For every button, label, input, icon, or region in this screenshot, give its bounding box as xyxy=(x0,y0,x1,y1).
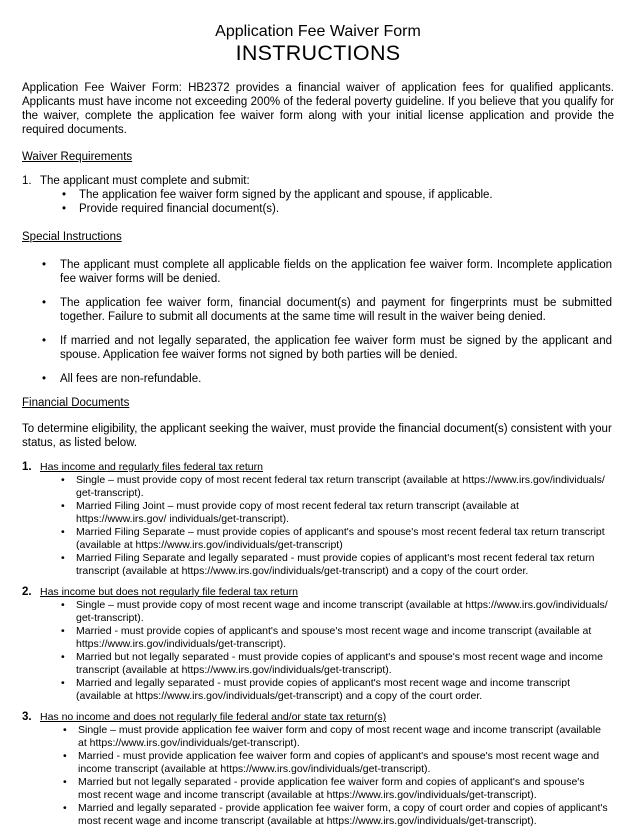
instructions-heading: INSTRUCTIONS xyxy=(235,41,401,65)
group-number: 3. xyxy=(22,711,32,723)
list-item: • Provide required financial document(s). xyxy=(22,202,614,216)
list-item: • Married and legally separated - provide application fee waiver form, a copy of court order and copies of applicant's most recent wage and income transcript (available at https://www.irs.gov/individuals/get-transcript). xyxy=(22,802,614,827)
group-bullets xyxy=(22,724,614,827)
list-item: • The applicant must complete all applicable fields on the application fee waiver form. Incomplete application fee waiver forms will be denied. xyxy=(22,258,614,286)
form-title: Application Fee Waiver Form xyxy=(215,23,421,40)
waiver-requirements-section xyxy=(22,174,614,216)
list-item: • If married and not legally separated, the application fee waiver form must be signed by the applicant and spouse. Application fee waiver forms not signed by both parties will be denied. xyxy=(22,334,614,362)
list-item: • All fees are non-refundable. xyxy=(22,372,614,386)
special-instructions-list xyxy=(22,258,614,386)
group-title: Has income but does not regularly file federal tax return xyxy=(40,586,298,598)
list-item: • Married - must provide copies of applicant's and spouse's most recent wage and income transcript (available at https://www.irs.gov/individuals/get-transcript). xyxy=(22,625,614,650)
financial-documents-heading: Financial Documents xyxy=(22,397,130,409)
list-item: • Single – must provide copy of most recent wage and income transcript (available at https://www.irs.gov/individuals/ get-transcript). xyxy=(22,599,614,624)
requirement-number: 1. xyxy=(22,175,32,187)
requirement-bullets xyxy=(22,188,614,216)
waiver-requirements-heading: Waiver Requirements xyxy=(22,151,133,163)
financial-group-1 xyxy=(22,460,614,577)
list-item: • The application fee waiver form, financial document(s) and payment for fingerprints must be submitted together. Failure to submit all documents at the same time will result in the waiver being denied. xyxy=(22,296,614,324)
list-item: • Married and legally separated - must provide copies of applicant's most recent wage and income transcript (available at https://www.irs.gov/individuals/get-transcript) and a copy of the court order. xyxy=(22,677,614,702)
list-item: • Married Filing Joint – must provide copy of most recent federal tax return transcript (available at https://www.irs.gov/ individuals/get-transcript). xyxy=(22,500,614,525)
group-title: Has no income and does not regularly file federal and/or state tax return(s) xyxy=(40,711,387,723)
intro-paragraph: Application Fee Waiver Form: HB2372 provides a financial waiver of application fees for qualified applicants. Applicants must have income not exceeding 200% of the federal poverty guideline. If you believe that you qualify for the waiver, complete the application fee waiver form along with your initial license application and provide the required documents. xyxy=(22,82,614,136)
list-item: • Single – must provide application fee waiver form and copy of most recent wage and income transcript (available at https://www.irs.gov/individuals/get-transcript). xyxy=(22,724,614,749)
list-item: • Single – must provide copy of most recent federal tax return transcript (available at https://www.irs.gov/individuals/ get-transcript). xyxy=(22,474,614,499)
group-number: 2. xyxy=(22,586,32,598)
group-heading xyxy=(22,710,614,724)
list-item: • Married - must provide application fee waiver form and copies of applicant's and spouse's most recent wage and income transcript (available at https://www.irs.gov/individuals/get-transcript). xyxy=(22,750,614,775)
group-number: 1. xyxy=(22,461,32,473)
special-instructions-heading: Special Instructions xyxy=(22,231,122,243)
requirement-text: The applicant must complete and submit: xyxy=(40,175,250,187)
list-item: • Married Filing Separate and legally separated - must provide copies of applicant's most recent federal tax return transcript (available at https://www.irs.gov/individuals/get-transcript) and a copy of the court order. xyxy=(22,552,614,577)
list-item: • The application fee waiver form signed by the applicant and spouse, if applicable. xyxy=(22,188,614,202)
group-heading xyxy=(22,460,614,474)
group-bullets xyxy=(22,599,614,702)
group-bullets xyxy=(22,474,614,577)
group-heading xyxy=(22,585,614,599)
list-item: • Married but not legally separated - provide application fee waiver form and copies of applicant's and spouse's most recent wage and income transcript (available at https://www.irs.gov/individuals/get-transcript). xyxy=(22,776,614,801)
list-item: • Married but not legally separated - must provide copies of applicant's and spouse's most recent wage and income transcript (available at https://www.irs.gov/individuals/get-transcript). xyxy=(22,651,614,676)
financial-group-2 xyxy=(22,585,614,702)
group-title: Has income and regularly files federal tax return xyxy=(40,461,263,473)
financial-documents-intro: To determine eligibility, the applicant seeking the waiver, must provide the financial document(s) consistent with your status, as listed below. xyxy=(22,423,612,449)
requirement-item xyxy=(22,174,614,188)
list-item: • Married Filing Separate – must provide copies of applicant's and spouse's most recent federal tax return transcript (available at https://www.irs.gov/individuals/get-transcript) xyxy=(22,526,614,551)
financial-group-3 xyxy=(22,710,614,827)
